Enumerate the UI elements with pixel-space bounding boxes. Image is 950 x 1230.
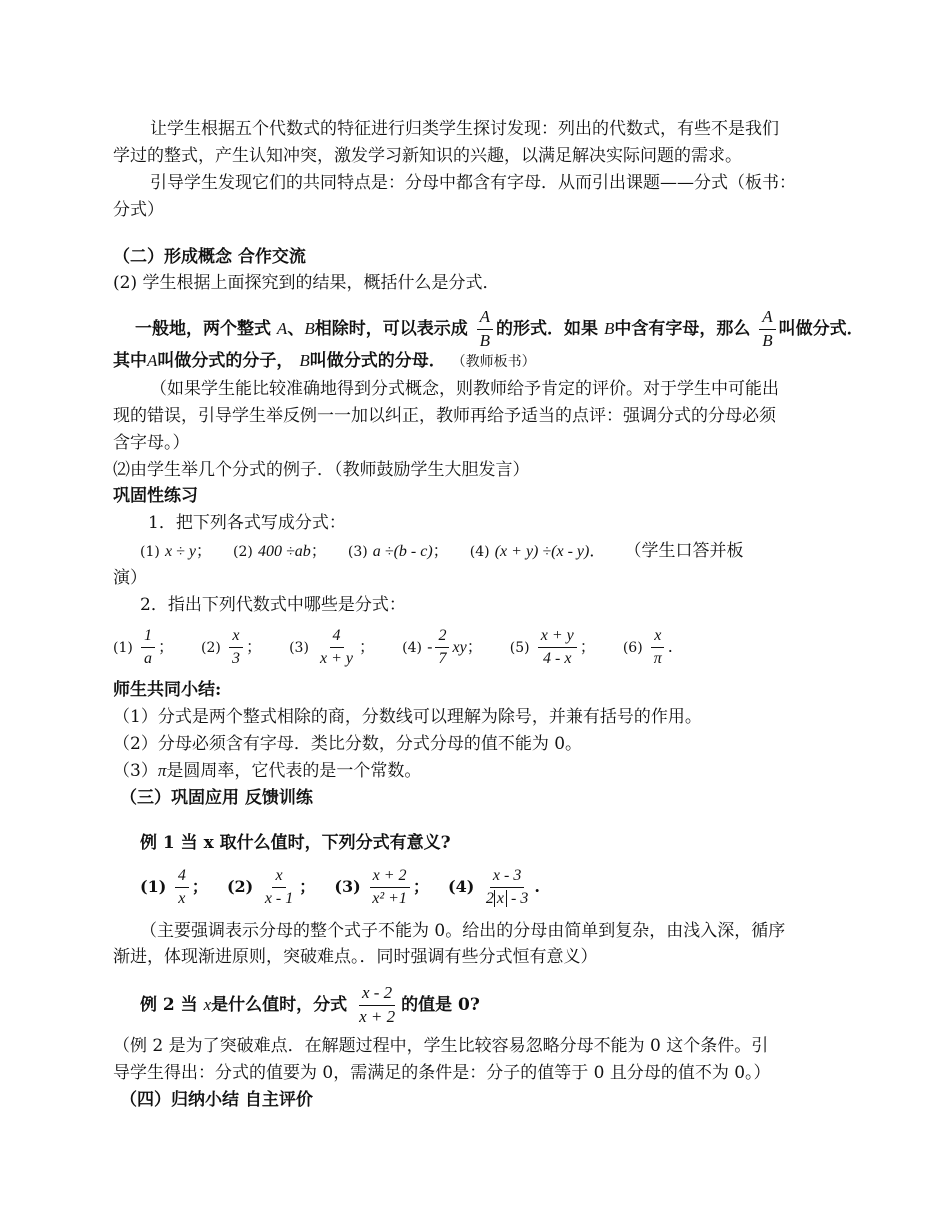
q1-item-4: (4) (x + y) ÷(x - y)． [469, 541, 606, 560]
pi-symbol: π [157, 761, 167, 780]
definition-text-2: 相除时，可以表示成 [314, 319, 468, 339]
definition-sep: 、 [287, 319, 305, 339]
section4-heading: （四）归纳小结 自主评价 [120, 1090, 313, 1110]
definition-text-3: 的形式．如果 [496, 319, 599, 339]
ex1-fraction-2: $\frac{x}{x - 1}$ [264, 867, 294, 907]
var-B-3: B [299, 351, 310, 370]
q2-item-4: (4) - $\frac{2}{7}$ xy； [402, 627, 483, 667]
q2-item-3: (3) $\frac{4}{x + y}$ ； [289, 627, 376, 667]
q1-item-3: (3) a ÷(b - c)； [347, 541, 449, 560]
definition2-text-2: 叫做分式的分子， [157, 351, 294, 371]
practice-q1: 1．把下列各式写成分式： [148, 513, 346, 533]
q2-fraction-3: $\frac{4}{x + y}$ [320, 627, 354, 667]
fraction-A-over-B-2: $\frac{A}{B}$ [759, 308, 775, 350]
q1-items [140, 540, 743, 563]
q1-note: （学生口答并板 [624, 541, 744, 561]
ex1-item-4: (4) $\frac{x - 3}{2 x - 3}$ . [448, 867, 540, 907]
q1-item-2: (2) 400 ÷ab； [233, 541, 327, 560]
practice-heading: 巩固性练习 [113, 486, 198, 506]
ex2-note-line1: （例 2 是为了突破难点．在解题过程中，学生比较容易忽略分母不能为 0 这个条件。引 [113, 1036, 769, 1056]
example1-title: 例 1 当 x 取什么值时，下列分式有意义? [140, 833, 451, 853]
definition-text-5: 叫做分式． [778, 319, 864, 339]
practice-q2: 2．指出下列代数式中哪些是分式： [140, 595, 406, 615]
ex2-note-line2: 导学生得出：分式的值要为 0，需满足的条件是：分子的值等于 0 且分母的值不为 0。） [113, 1063, 771, 1083]
var-A-2: A [147, 351, 158, 370]
teacher-board-note: （教师板书） [451, 354, 536, 370]
evaluation-line3: 含字母。） [113, 433, 190, 453]
q2-item-5: (5) $\frac{x + y}{4 - x}$ ； [509, 627, 596, 667]
summary-2: （2）分母必须含有字母．类比分数，分式分母的值不能为 0。 [113, 734, 583, 754]
ex1-fraction-1: $\frac{4}{x}$ [175, 867, 189, 907]
definition-text-4: 中含有字母，那么 [614, 319, 751, 339]
ex1-note-line1: （主要强调表示分母的整个式子不能为 0。给出的分母由简单到复杂，由浅入深，循序 [140, 921, 786, 941]
q2-fraction-2: $\frac{x}{3}$ [229, 627, 243, 667]
example1-items [140, 862, 540, 912]
intro-p2-line2: 分式） [113, 200, 164, 220]
q2-items [113, 622, 673, 673]
intro-p1-line1: 让学生根据五个代数式的特征进行归类学生探讨发现：列出的代数式，有些不是我们 [150, 119, 779, 139]
q1-item-1: (1) x ÷ y； [140, 541, 212, 560]
ex1-item-3: (3) $\frac{x + 2}{\text{x² +1}}$ ； [334, 867, 429, 907]
ex1-item-2: (2) $\frac{x}{x - 1}$ ； [226, 867, 316, 907]
definition2-text-1: 其中 [113, 351, 147, 371]
intro-p2-line1: 引导学生发现它们的共同特点是：分母中都含有字母．从而引出课题——分式（板书： [150, 173, 796, 193]
ex1-fraction-3: $\frac{x + 2}{\text{x² +1}}$ [369, 867, 410, 907]
examples-line: ⑵由学生举几个分式的例子．（教师鼓励学生大胆发言） [113, 460, 530, 480]
q2-fraction-5: $\frac{x + y}{4 - x}$ [538, 627, 577, 667]
example2-line: 例 2 当 x是什么值时，分式 $\frac{x - 2}{x + 2}$ 的值是 0? [140, 983, 480, 1026]
ex1-note-line2: 渐进，体现渐进原则，突破难点。．同时强调有些分式恒有意义） [113, 947, 598, 967]
q2-item-2: (2) $\frac{x}{3}$ ； [201, 627, 262, 667]
q2-fraction-6: $\frac{x}{\pi}$ [651, 627, 665, 667]
q2-item-6: (6) $\frac{x}{\pi}$ . [622, 627, 673, 667]
q1-note-2: 演） [113, 568, 147, 588]
summary-heading: 师生共同小结: [113, 680, 222, 700]
q2-fraction-1: $\frac{1}{a}$ [141, 627, 155, 667]
fraction-A-over-B: $\frac{A}{B}$ [477, 308, 493, 350]
evaluation-line2: 现的错误，引导学生举反例一一加以纠正，教师再给予适当的点评：强调分式的分母必须 [113, 406, 776, 426]
var-B: B [304, 319, 315, 338]
q2-fraction-4: $\frac{2}{7}$ [435, 627, 449, 667]
q2-item-1: (1) $\frac{1}{a}$ ； [113, 627, 174, 667]
definition-text-1: 一般地，两个整式 [135, 319, 271, 339]
ex1-item-1: (1) $\frac{4}{x}$ ； [140, 867, 208, 907]
evaluation-line1: （如果学生能比较准确地得到分式概念，则教师给予肯定的评价。对于学生中可能出 [150, 379, 779, 399]
definition-line [135, 307, 864, 351]
definition-line-2 [113, 350, 536, 373]
var-x: x [203, 995, 212, 1014]
ex2-fraction: $\frac{x - 2}{x + 2}$ [359, 983, 396, 1026]
var-A: A [276, 319, 288, 338]
definition2-text-3: 叫做分式的分母． [309, 351, 446, 371]
section2-item2: (2) 学生根据上面探究到的结果，概括什么是分式． [113, 273, 500, 293]
section3-heading: （三）巩固应用 反馈训练 [120, 788, 313, 808]
section2-heading: （二）形成概念 合作交流 [113, 247, 306, 267]
intro-p1-line2: 学过的整式，产生认知冲突，激发学习新知识的兴趣，以满足解决实际问题的需求。 [113, 146, 742, 166]
summary-1: （1）分式是两个整式相除的商，分数线可以理解为除号，并兼有括号的作用。 [113, 707, 702, 727]
ex1-fraction-4: $\frac{x - 3}{2 x - 3}$ [485, 867, 529, 907]
summary-3: （3）π是圆周率，它代表的是一个常数。 [113, 761, 422, 781]
var-B-2: B [603, 319, 615, 338]
